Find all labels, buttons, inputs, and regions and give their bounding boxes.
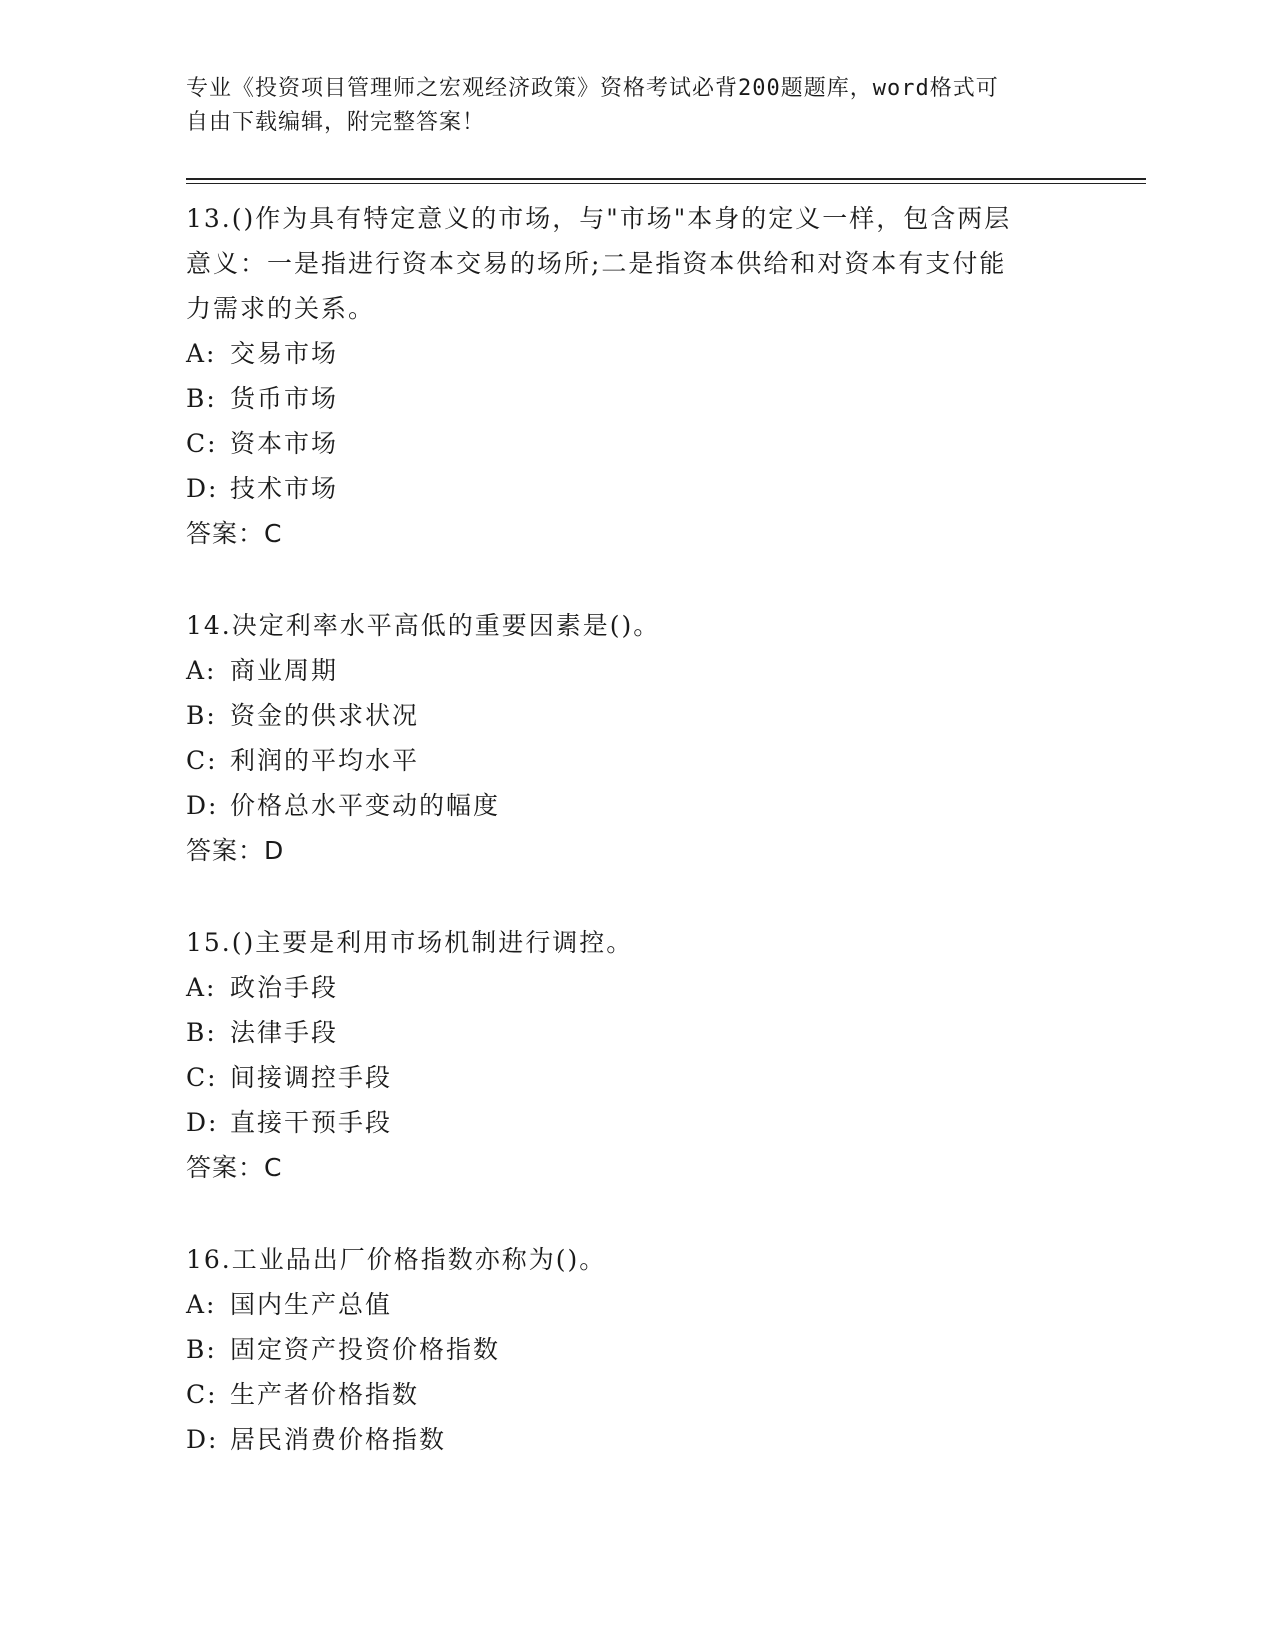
option-letter: D: (186, 1108, 219, 1137)
stem-line: 力需求的关系。 (186, 294, 376, 323)
option-a (186, 648, 1146, 693)
document-header (186, 72, 1066, 140)
option-letter: C: (186, 429, 218, 458)
option-text: 国内生产总值 (230, 1290, 393, 1319)
option-d (186, 783, 1146, 828)
stem-line: 16.工业品出厂价格指数亦称为()。 (186, 1245, 607, 1274)
option-text: 直接干预手段 (230, 1108, 393, 1137)
option-text: 商业周期 (230, 656, 339, 685)
question-stem (186, 920, 1066, 965)
option-letter: D: (186, 1425, 219, 1454)
option-letter: B: (186, 701, 217, 730)
option-letter: B: (186, 1018, 217, 1047)
option-text: 资本市场 (230, 429, 339, 458)
question-stem (186, 603, 1066, 648)
stem-line: 14.决定利率水平高低的重要因素是()。 (186, 611, 661, 640)
option-text: 技术市场 (230, 474, 339, 503)
header-line-2: 自由下载编辑，附完整答案！ (186, 110, 486, 135)
option-a (186, 331, 1146, 376)
question-block (186, 196, 1146, 556)
option-text: 间接调控手段 (230, 1063, 393, 1092)
option-c (186, 421, 1146, 466)
question-block (186, 603, 1146, 873)
option-letter: A: (186, 973, 217, 1002)
answer-line: 答案：C (186, 519, 283, 548)
option-letter: B: (186, 384, 217, 413)
option-a (186, 1282, 1146, 1327)
option-text: 固定资产投资价格指数 (230, 1335, 501, 1364)
option-text: 政治手段 (230, 973, 339, 1002)
stem-line: 13.()作为具有特定意义的市场，与"市场"本身的定义一样，包含两层 (186, 204, 1012, 233)
header-line-1: 专业《投资项目管理师之宏观经济政策》资格考试必背200题题库，word格式可 (186, 76, 999, 101)
option-b (186, 1010, 1146, 1055)
stem-line: 15.()主要是利用市场机制进行调控。 (186, 928, 634, 957)
option-text: 价格总水平变动的幅度 (230, 791, 501, 820)
option-text: 货币市场 (230, 384, 339, 413)
document-page (186, 72, 1146, 1462)
header-divider-thin (186, 183, 1146, 184)
option-d (186, 466, 1146, 511)
question-stem (186, 1237, 1066, 1282)
option-c (186, 738, 1146, 783)
stem-line: 意义：一是指进行资本交易的场所;二是指资本供给和对资本有支付能 (186, 249, 1007, 278)
option-letter: D: (186, 474, 219, 503)
option-d (186, 1417, 1146, 1462)
option-text: 资金的供求状况 (230, 701, 420, 730)
option-letter: A: (186, 339, 217, 368)
option-b (186, 376, 1146, 421)
option-d (186, 1100, 1146, 1145)
option-letter: C: (186, 746, 218, 775)
option-b (186, 1327, 1146, 1372)
question-block (186, 1237, 1146, 1462)
option-text: 利润的平均水平 (230, 746, 420, 775)
question-block (186, 920, 1146, 1190)
option-letter: C: (186, 1380, 218, 1409)
answer-line: 答案：C (186, 1153, 283, 1182)
option-c (186, 1372, 1146, 1417)
option-a (186, 965, 1146, 1010)
option-b (186, 693, 1146, 738)
option-letter: A: (186, 656, 217, 685)
option-text: 生产者价格指数 (230, 1380, 420, 1409)
answer-line: 答案：D (186, 836, 285, 865)
option-text: 居民消费价格指数 (230, 1425, 447, 1454)
option-letter: D: (186, 791, 219, 820)
option-letter: B: (186, 1335, 217, 1364)
option-text: 交易市场 (230, 339, 339, 368)
option-text: 法律手段 (230, 1018, 339, 1047)
option-letter: C: (186, 1063, 218, 1092)
option-c (186, 1055, 1146, 1100)
option-letter: A: (186, 1290, 217, 1319)
question-stem (186, 196, 1066, 331)
header-divider-thick (186, 178, 1146, 180)
